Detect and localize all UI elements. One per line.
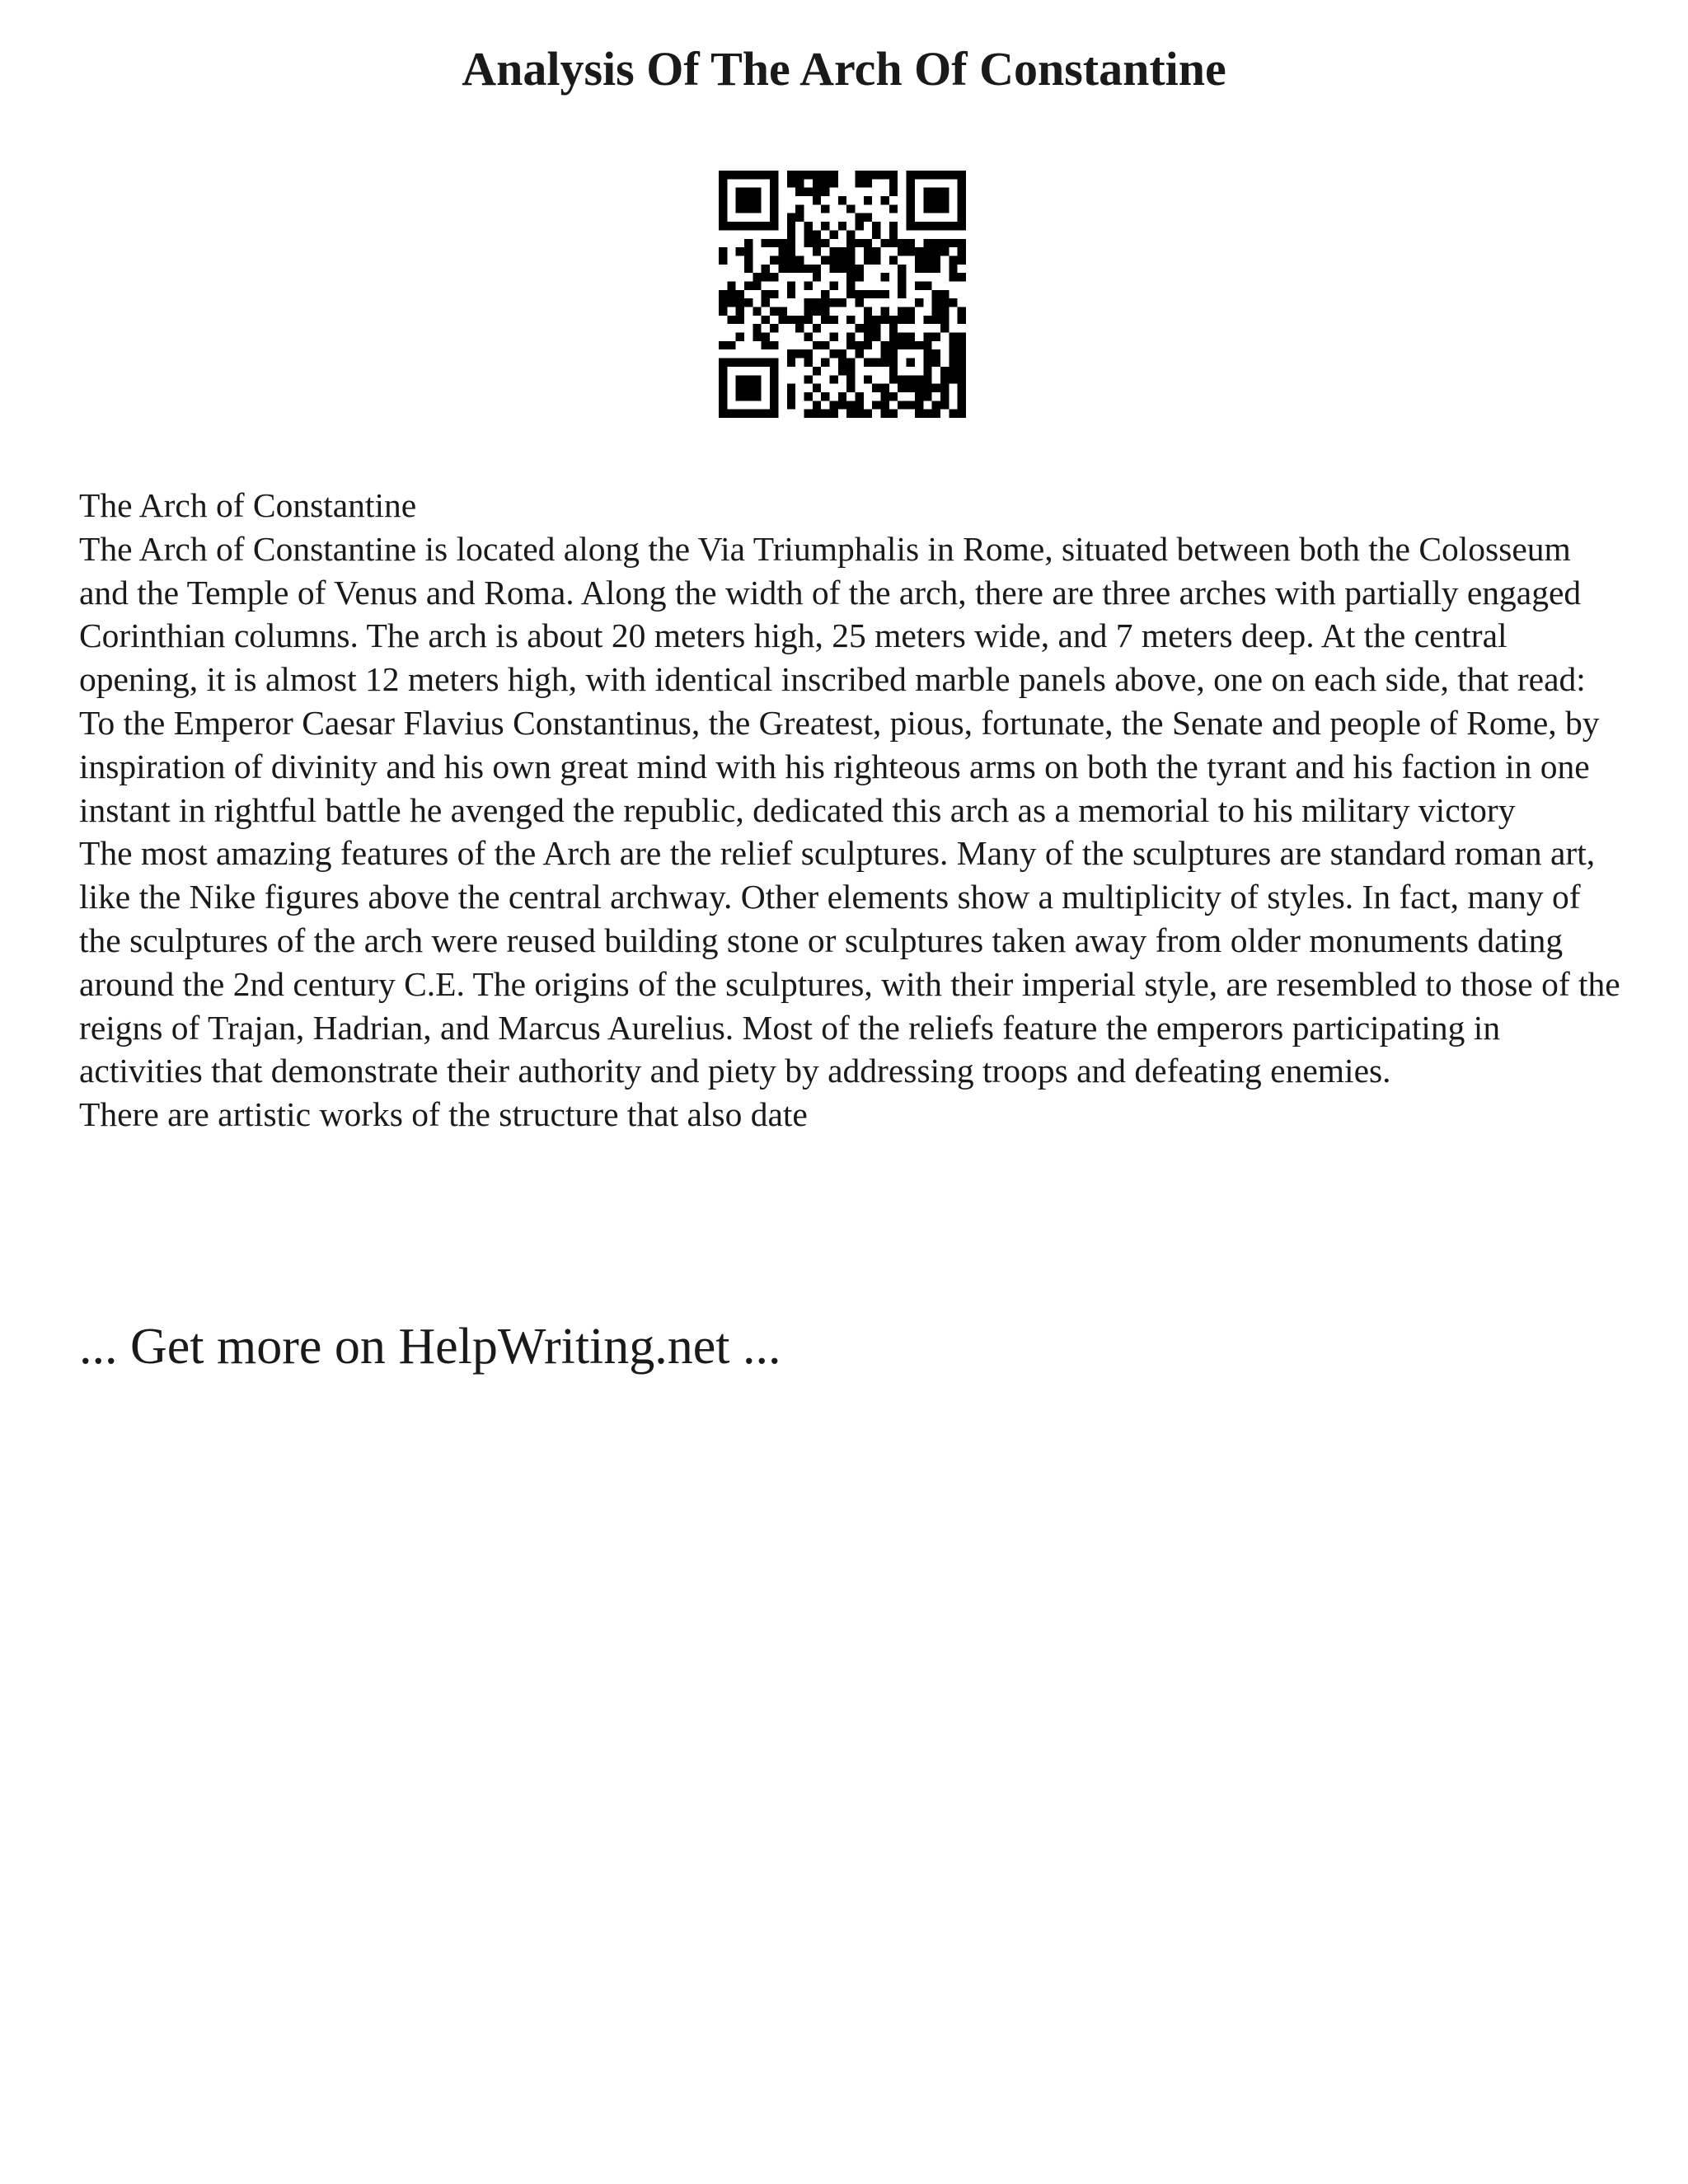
get-more-link[interactable]: ... Get more on HelpWriting.net ... [79,1319,781,1375]
document-body [79,484,1629,1137]
paragraph: The Arch of Constantine is located along the Via Triumphalis in Rome, situated between both the Colosseum and the Temple of Venus and Roma. Along the width of the arch, there are three arches with partially engaged Corinthian columns. The arch is about 20 meters high, 25 meters wide, and 7 meters deep. At the central opening, it is almost 12 meters high, with identical inscribed marble panels above, one on each side, that read: [79,529,1586,699]
paragraph: The most amazing features of the Arch are the relief sculptures. Many of the sculptures are standard roman art, like the Nike figures above the central archway. Other elements show a multiplicity of styles. In fact, many of the sculptures of the arch were reused building stone or sculptures taken away from older monuments dating around the 2nd century C.E. The origins of the sculptures, with their imperial style, are resembled to those of the reigns of Trajan, Hadrian, and Marcus Aurelius. Most of the reliefs feature the emperors participating in activities that demonstrate their authority and piety by addressing troops and defeating enemies. [79,834,1620,1090]
paragraph-inscription: To the Emperor Caesar Flavius Constantinus, the Greatest, pious, fortunate, the Senate and people of Rome, by inspiration of divinity and his own great mind with his righteous arms on both the tyrant and his faction in one instant in rightful battle he avenged the republic, dedicated this arch as a memorial to his military victory [79,703,1600,829]
document-title: Analysis Of The Arch Of Constantine [462,42,1226,96]
paragraph: There are artistic works of the structure that also date [79,1095,808,1134]
paragraph-heading: The Arch of Constantine [79,486,417,524]
qr-code-icon [719,171,966,418]
